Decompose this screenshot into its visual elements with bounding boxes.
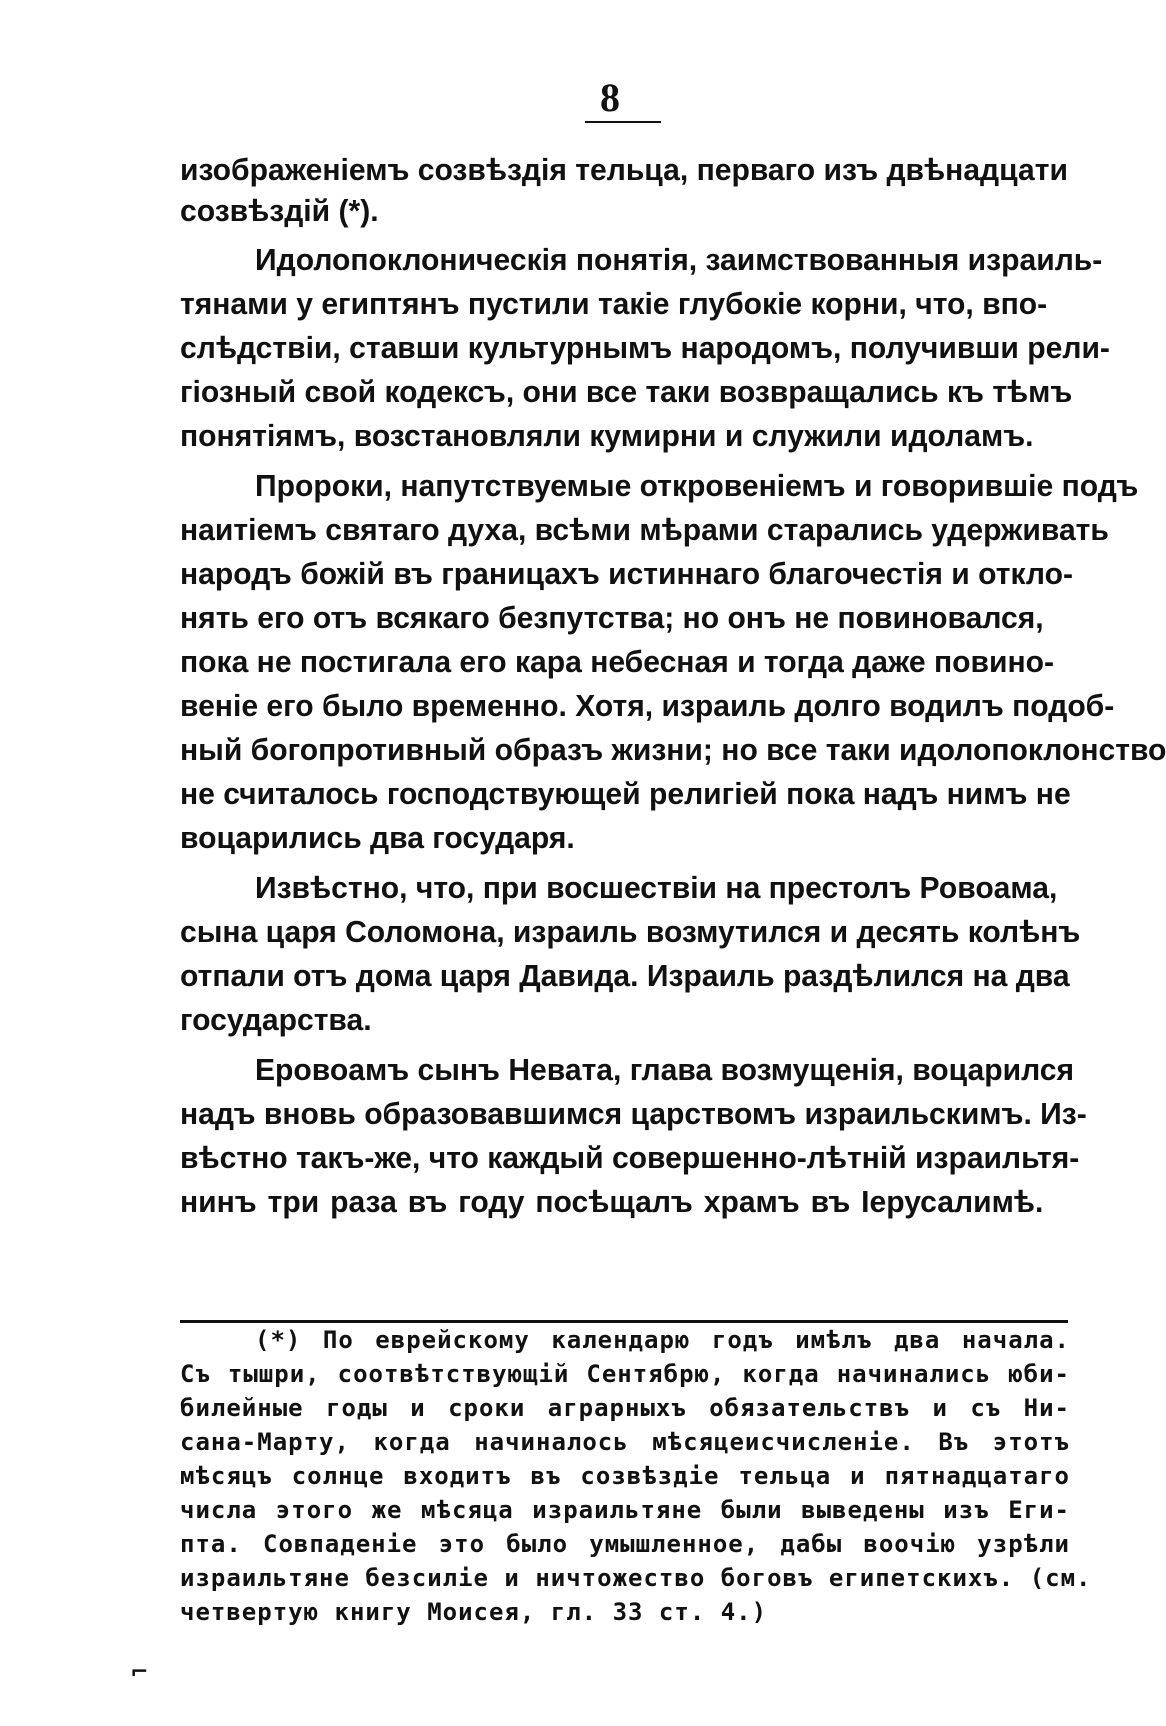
body-line: Идолопоклоническія понятія, заимствованныя израиль-	[255, 242, 1103, 277]
body-line: Еровоамъ сынъ Невата, глава возмущенія, воцарился	[255, 1052, 1075, 1087]
body-line: нять его отъ всякаго безпутства; но онъ не повиновался,	[180, 600, 1044, 635]
body-line: изображеніемъ созвѣздія тельца, перваго изъ двѣнадцати	[180, 152, 1068, 187]
body-line: вѣстно такъ-же, что каждый совершенно-лѣтній израильтя-	[180, 1140, 1080, 1175]
body-line: отпали отъ дома царя Давида. Израиль раздѣлился на два	[180, 958, 1070, 993]
footnote-line: четвертую книгу Моисея, гл. 33 ст. 4.)	[180, 1598, 768, 1626]
body-line: созвѣздій (*).	[180, 193, 379, 228]
body-line: гіозный свой кодексъ, они все таки возвращались къ тѣмъ	[180, 374, 1073, 409]
body-line: понятіямъ, возстановляли кумирни и служили идоламъ.	[180, 418, 1034, 453]
body-line: государства.	[180, 1002, 372, 1037]
body-line: сына царя Соломона, израиль возмутился и десять колѣнъ	[180, 914, 1081, 949]
body-line: слѣдствіи, ставши культурнымъ народомъ, получивши рели-	[180, 330, 1110, 365]
body-line: тянами у египтянъ пустили такіе глубокіе корни, что, впо-	[180, 286, 1048, 321]
body-line: пока не постигала его кара небесная и тогда даже повино-	[180, 644, 1055, 679]
footnote-line: сана-Марту, когда начиналось мѣсяцеисчисленіе. Въ этотъ	[180, 1428, 1070, 1456]
page-number: 8	[600, 75, 620, 120]
body-line: воцарились два государя.	[180, 820, 575, 855]
body-line: народъ божій въ границахъ истиннаго благочестія и откло-	[180, 556, 1074, 591]
body-line: Пророки, напутствуемые откровеніемъ и говорившіе подъ	[255, 468, 1139, 503]
body-line: надъ вновь образовавшимся царствомъ израильскимъ. Из-	[180, 1096, 1087, 1131]
body-line: наитіемъ святаго духа, всѣми мѣрами старались удерживать	[180, 512, 1109, 547]
body-line: ный богопротивный образъ жизни; но все таки идолопоклонство	[180, 732, 1166, 767]
body-line: веніе его было временно. Хотя, израиль долго водилъ подоб-	[180, 688, 1115, 723]
body-line: не считалось господствующей религіей пока надъ нимъ не	[180, 776, 1071, 811]
footnote-line: мѣсяцъ солнце входитъ въ созвѣздіе тельца и пятнадцатаго	[180, 1462, 1070, 1490]
body-line: Извѣстно, что, при восшествіи на престолъ Ровоама,	[255, 870, 1058, 905]
body-line: нинъ три раза въ году посѣщалъ храмъ въ Іерусалимѣ.	[180, 1184, 1044, 1219]
footnote-line: пта. Совпаденіе это было умышленное, дабы воочію узрѣли	[180, 1530, 1070, 1558]
footnote-line: (*) По еврейскому календарю годъ имѣлъ два начала.	[255, 1326, 1070, 1354]
footnote-line: числа этого же мѣсяца израильтяне были выведены изъ Еги-	[180, 1496, 1070, 1524]
footnote-line: билейные годы и сроки аграрныхъ обязательствъ и съ Ни-	[180, 1394, 1070, 1422]
footnote-line: Съ тышри, соотвѣтствующій Сентябрю, когда начинались юби-	[180, 1360, 1070, 1388]
page-number-underline	[585, 121, 661, 123]
footnote-line: израильтяне безсиліе и ничтожество боговъ египетскихъ. (см.	[180, 1564, 1092, 1592]
print-speck-mark: ⌐	[130, 1660, 149, 1685]
